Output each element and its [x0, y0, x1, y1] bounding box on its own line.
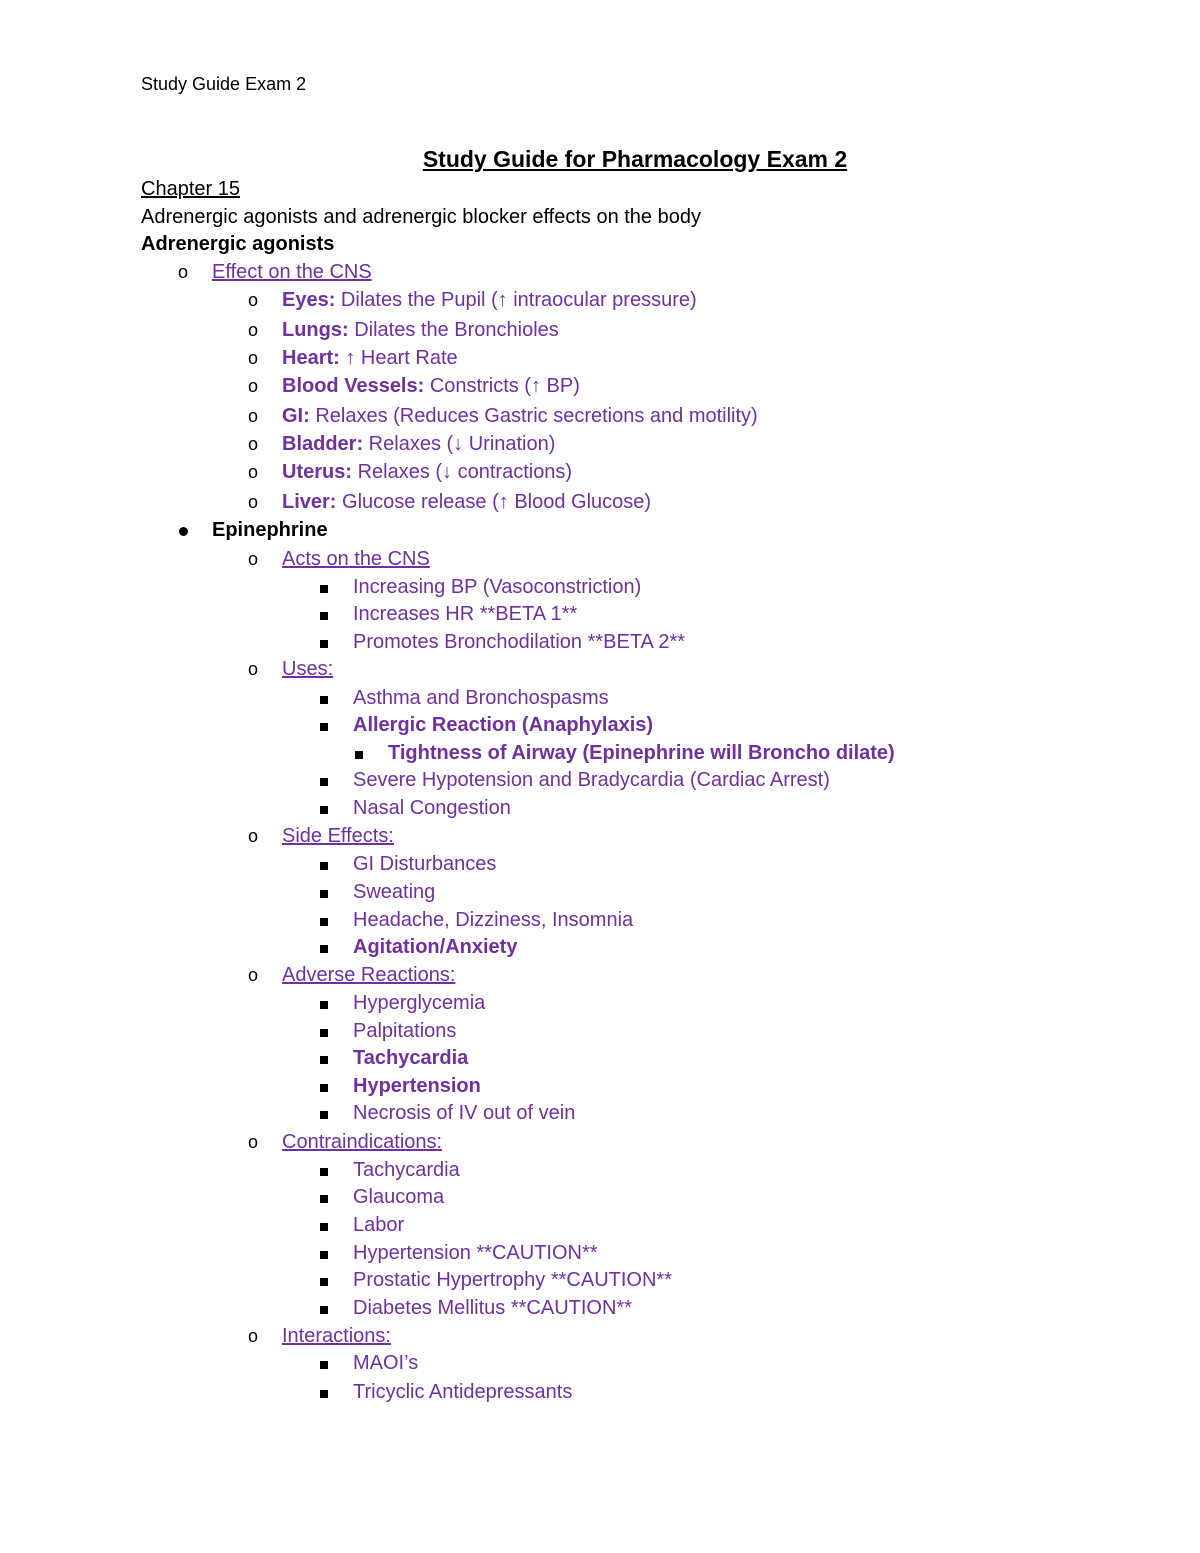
effect-organ: Lungs: — [282, 319, 349, 341]
contra-text: Prostatic Hypertrophy **CAUTION** — [353, 1269, 672, 1291]
square-bullet-icon — [317, 852, 331, 876]
section-heading: Adrenergic agonists — [141, 233, 335, 255]
square-bullet-icon — [317, 1185, 331, 1209]
uses-text: Nasal Congestion — [353, 797, 511, 819]
intro-text: Adrenergic agonists and adrenergic blocker effects on the body — [141, 206, 701, 228]
circle-bullet-icon: o — [177, 262, 188, 282]
effect-organ: Bladder: — [282, 433, 364, 455]
effect-organ: GI: — [282, 405, 310, 427]
effect-text: Relaxes (↓ Urination) — [363, 433, 556, 455]
effect-organ: Eyes: — [282, 289, 336, 311]
effect-organ: Uterus: — [282, 461, 353, 483]
circle-bullet-icon: o — [247, 348, 258, 368]
effect-text: Relaxes (↓ contractions) — [352, 461, 573, 483]
effect-text: Relaxes (Reduces Gastric secretions and motility) — [309, 405, 758, 427]
square-bullet-icon — [317, 630, 331, 654]
adverse-text: Necrosis of IV out of vein — [353, 1102, 576, 1124]
circle-bullet-icon: o — [247, 1326, 258, 1346]
contra-text: Glaucoma — [353, 1186, 445, 1208]
adverse-text: Palpitations — [353, 1020, 457, 1042]
side-effect-text: Headache, Dizziness, Insomnia — [353, 909, 634, 931]
circle-bullet-icon: o — [247, 290, 258, 310]
square-bullet-icon — [317, 1380, 331, 1404]
adverse-text: Tachycardia — [353, 1047, 469, 1069]
acts-text: Promotes Bronchodilation **BETA 2** — [353, 631, 686, 653]
acts-text: Increasing BP (Vasoconstriction) — [353, 576, 642, 598]
circle-bullet-icon: o — [247, 965, 258, 985]
square-bullet-icon — [317, 602, 331, 626]
square-bullet-icon — [317, 1213, 331, 1237]
effect-organ: Liver: — [282, 491, 337, 513]
square-bullet-icon — [317, 1351, 331, 1375]
uses-heading: Uses: — [282, 658, 334, 680]
circle-bullet-icon: o — [247, 492, 258, 512]
square-bullet-icon — [317, 713, 331, 737]
square-bullet-icon — [317, 1268, 331, 1292]
uses-subtext: Tightness of Airway (Epinephrine will Broncho dilate) — [388, 742, 895, 764]
square-bullet-icon — [317, 1074, 331, 1098]
effect-text: Dilates the Bronchioles — [348, 319, 559, 341]
circle-bullet-icon: o — [247, 659, 258, 679]
square-bullet-icon — [317, 1241, 331, 1265]
square-bullet-icon — [317, 1296, 331, 1320]
square-bullet-icon — [317, 768, 331, 792]
drug-name: Epinephrine — [212, 519, 328, 541]
circle-bullet-icon: o — [247, 462, 258, 482]
square-bullet-icon — [317, 935, 331, 959]
acts-heading: Acts on the CNS — [282, 548, 430, 570]
uses-text: Allergic Reaction (Anaphylaxis) — [353, 714, 654, 736]
side-effects-heading: Side Effects: — [282, 825, 394, 847]
interaction-text: Tricyclic Antidepressants — [353, 1381, 573, 1403]
side-effect-text: Sweating — [353, 881, 436, 903]
effect-text: Glucose release (↑ Blood Glucose) — [336, 491, 652, 513]
adverse-text: Hypertension — [353, 1075, 481, 1097]
square-bullet-icon — [317, 1101, 331, 1125]
square-bullet-icon — [317, 1019, 331, 1043]
square-bullet-icon — [317, 575, 331, 599]
document-title: Study Guide for Pharmacology Exam 2 — [422, 146, 848, 172]
square-bullet-icon — [317, 1046, 331, 1070]
square-bullet-icon — [317, 686, 331, 710]
square-bullet-icon — [317, 908, 331, 932]
circle-bullet-icon: o — [247, 406, 258, 426]
circle-bullet-icon: o — [247, 1132, 258, 1152]
contra-text: Hypertension **CAUTION** — [353, 1242, 598, 1264]
dot-bullet-icon — [176, 518, 190, 542]
side-effect-text: Agitation/Anxiety — [353, 936, 518, 958]
square-bullet-icon — [352, 741, 366, 765]
effect-text: ↑ Heart Rate — [339, 347, 458, 369]
chapter-heading: Chapter 15 — [141, 178, 240, 200]
square-bullet-icon — [317, 1158, 331, 1182]
square-bullet-icon — [317, 880, 331, 904]
circle-bullet-icon: o — [247, 549, 258, 569]
circle-bullet-icon: o — [247, 826, 258, 846]
page-header: Study Guide Exam 2 — [141, 74, 307, 94]
acts-text: Increases HR **BETA 1** — [353, 603, 578, 625]
contra-text: Tachycardia — [353, 1159, 460, 1181]
adverse-text: Hyperglycemia — [353, 992, 486, 1014]
square-bullet-icon — [317, 991, 331, 1015]
side-effect-text: GI Disturbances — [353, 853, 497, 875]
effect-text: Constricts (↑ BP) — [424, 375, 580, 397]
circle-bullet-icon: o — [247, 434, 258, 454]
interactions-heading: Interactions: — [282, 1325, 391, 1347]
effect-heading: Effect on the CNS — [212, 261, 372, 283]
circle-bullet-icon: o — [247, 320, 258, 340]
square-bullet-icon — [317, 796, 331, 820]
contra-heading: Contraindications: — [282, 1131, 443, 1153]
contra-text: Labor — [353, 1214, 405, 1236]
circle-bullet-icon: o — [247, 376, 258, 396]
effect-text: Dilates the Pupil (↑ intraocular pressure) — [335, 289, 697, 311]
effect-organ: Blood Vessels: — [282, 375, 425, 397]
uses-text: Asthma and Bronchospasms — [353, 687, 609, 709]
interaction-text: MAOI’s — [353, 1352, 419, 1374]
uses-text: Severe Hypotension and Bradycardia (Cardiac Arrest) — [353, 769, 830, 791]
contra-text: Diabetes Mellitus **CAUTION** — [353, 1297, 632, 1319]
adverse-heading: Adverse Reactions: — [282, 964, 456, 986]
effect-organ: Heart: — [282, 347, 340, 369]
